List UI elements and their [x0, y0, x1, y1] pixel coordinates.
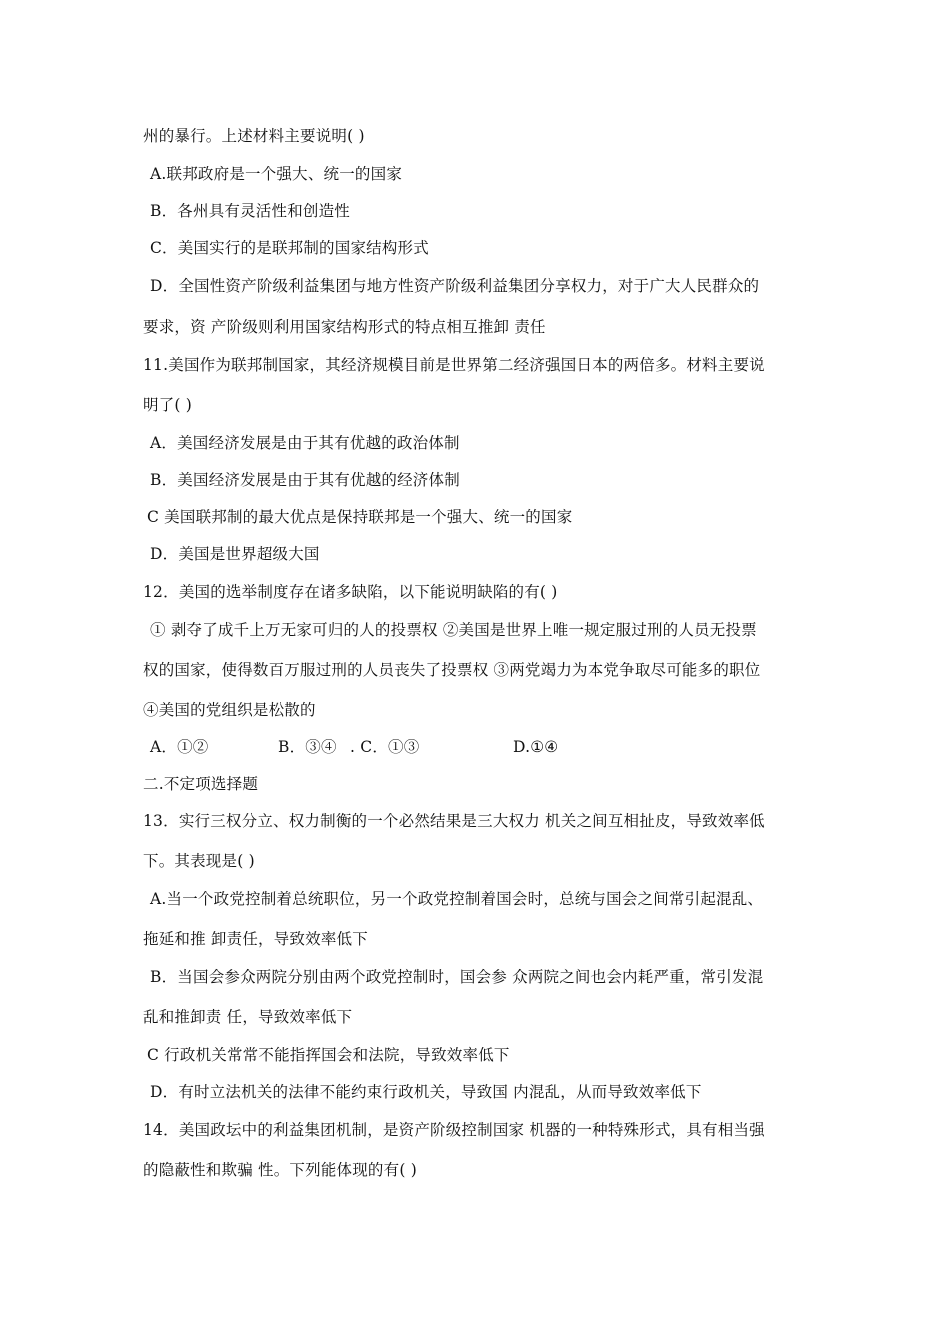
- option-a: A.当一个政党控制着总统职位，另一个政党控制着国会时，总统与国会之间常引起混乱、: [150, 890, 764, 908]
- text-line: 权的国家，使得数百万服过刑的人员丧失了投票权 ③两党竭力为本党争取尽可能多的职位: [143, 661, 761, 679]
- option-c: . C．①③: [350, 738, 420, 756]
- question-12: 12．美国的选举制度存在诸多缺陷，以下能说明缺陷的有( ): [143, 583, 558, 601]
- option-a: A.联邦政府是一个强大、统一的国家: [150, 165, 403, 183]
- option-d: D．有时立法机关的法律不能约束行政机关，导致国 内混乱，从而导致效率低下: [150, 1083, 702, 1101]
- text-line: 下。其表现是( ): [143, 852, 255, 870]
- text-line: 拖延和推 卸责任，导致效率低下: [143, 930, 368, 948]
- text-line: 州的暴行。上述材料主要说明( ): [143, 127, 365, 145]
- option-b: B．当国会参众两院分别由两个政党控制时，国会参 众两院之间也会内耗严重，常引发混: [150, 968, 764, 986]
- option-a: A．美国经济发展是由于其有优越的政治体制: [150, 434, 460, 452]
- option-d: D.①④: [513, 738, 559, 756]
- option-d: D．美国是世界超级大国: [150, 545, 320, 563]
- text-line: 乱和推卸责 任，导致效率低下: [143, 1008, 353, 1026]
- option-b: B．③④: [278, 738, 337, 756]
- option-a: A．①②: [150, 738, 209, 756]
- text-line: ④美国的党组织是松散的: [143, 701, 316, 719]
- question-13: 13．实行三权分立、权力制衡的一个必然结果是三大权力 机关之间互相扯皮，导致效率低: [143, 812, 765, 830]
- option-c: C 行政机关常常不能指挥国会和法院，导致效率低下: [147, 1046, 510, 1064]
- option-c: C．美国实行的是联邦制的国家结构形式: [150, 239, 429, 257]
- question-11: 11.美国作为联邦制国家，其经济规模目前是世界第二经济强国日本的两倍多。材料主要说: [143, 356, 765, 374]
- text-line: 明了( ): [143, 396, 193, 414]
- text-line: ① 剥夺了成千上万无家可归的人的投票权 ②美国是世界上唯一规定服过刑的人员无投票: [150, 621, 757, 639]
- option-d: D．全国性资产阶级利益集团与地方性资产阶级利益集团分享权力，对于广大人民群众的: [150, 277, 760, 295]
- question-14: 14．美国政坛中的利益集团机制，是资产阶级控制国家 机器的一种特殊形式，具有相当强: [143, 1121, 765, 1139]
- section-heading: 二.不定项选择题: [143, 775, 259, 793]
- text-line: 要求，资 产阶级则利用国家结构形式的特点相互推卸 责任: [143, 318, 546, 336]
- option-c: C 美国联邦制的最大优点是保持联邦是一个强大、统一的国家: [147, 508, 573, 526]
- option-b: B．美国经济发展是由于其有优越的经济体制: [150, 471, 460, 489]
- text-line: 的隐蔽性和欺骗 性。下列能体现的有( ): [143, 1161, 417, 1179]
- option-b: B．各州具有灵活性和创造性: [150, 202, 350, 220]
